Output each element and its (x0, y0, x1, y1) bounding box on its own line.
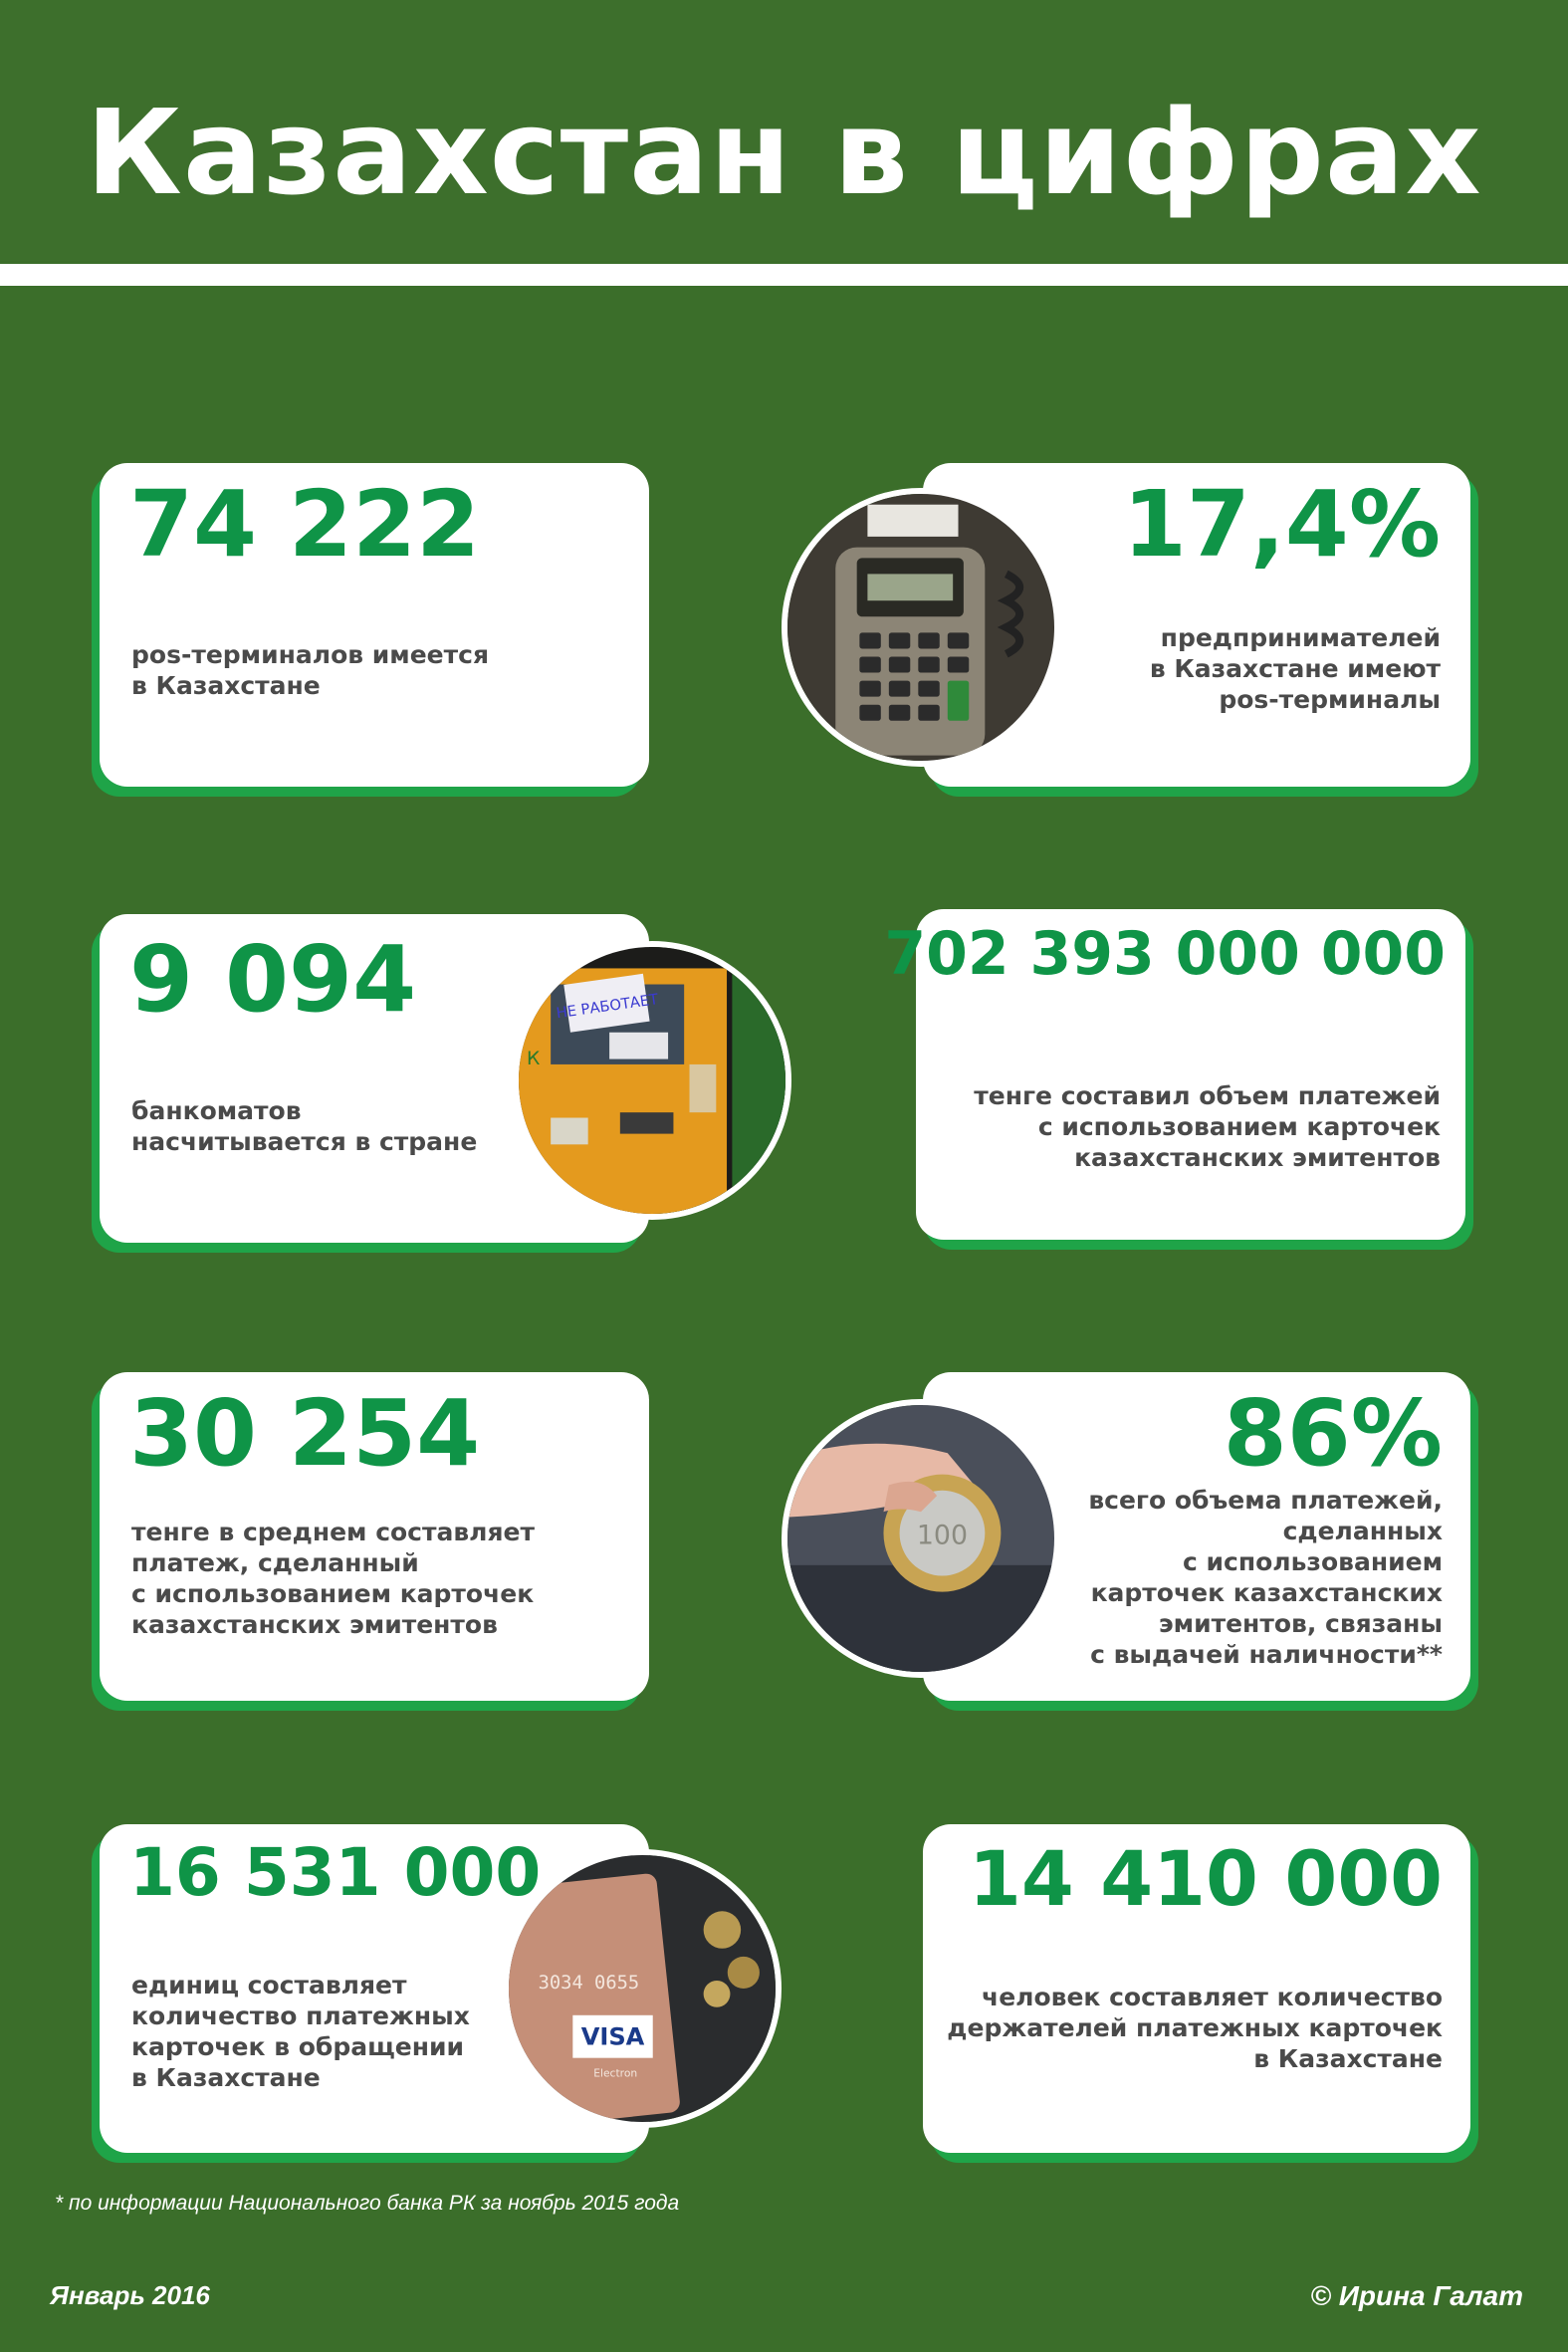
stat-value: 16 531 000 (129, 1834, 542, 1911)
header-divider (0, 264, 1568, 286)
stat-description: pos-терминалов имеется в Казахстане (131, 640, 489, 700)
coin-value-text: 100 (916, 1520, 969, 1551)
stat-description: единиц составляет количество платежных карточек в обращении в Казахстане (131, 1971, 470, 2092)
stat-description: всего объема платежей, сделанных с использованием карточек казахстанских эмитентов, связаны с выдачей наличности** (1088, 1486, 1443, 1669)
stat-value: 17,4% (1122, 471, 1441, 578)
footnote: * по информации Национального банка РК за ноябрь 2015 года (55, 2192, 680, 2215)
visa-card-photo (503, 1849, 782, 2128)
coin-photo (782, 1399, 1060, 1678)
stat-value: 702 393 000 000 (884, 919, 1446, 989)
stat-card-cardholders (923, 1824, 1470, 2153)
stat-description: человек составляет количество держателей платежных карточек в Казахстане (947, 1983, 1443, 2073)
stat-value: 9 094 (129, 926, 417, 1033)
stat-card-average-payment (100, 1372, 649, 1701)
pos-terminal-photo (782, 488, 1060, 767)
atm-photo (513, 941, 791, 1220)
page-title: Казахстан в цифрах (86, 84, 1482, 221)
stat-card-payment-volume (884, 909, 1465, 1240)
stat-card-pos-terminals (100, 463, 649, 787)
stat-description: предпринимателей в Казахстане имеют pos-терминалы (1149, 623, 1441, 714)
stat-description: тенге составил объем платежей с использованием карточек казахстанских эмитентов (974, 1081, 1441, 1172)
card-number-text: 3034 0655 (538, 1973, 640, 1994)
stat-description: банкоматов насчитывается в стране (131, 1096, 478, 1156)
stat-value: 74 222 (129, 471, 481, 578)
card-brand-text: VISA (580, 2022, 645, 2051)
card-sub-text: Electron (593, 2066, 638, 2080)
atm-sign-text: НЕ РАБОТАЕТ (555, 991, 660, 1023)
svg-text:К: К (527, 1048, 541, 1069)
publication-date: Январь 2016 (50, 2280, 210, 2310)
stat-value: 86% (1223, 1380, 1443, 1487)
author-credit: © Ирина Галат (1310, 2280, 1523, 2311)
stat-value: 14 410 000 (969, 1834, 1443, 1923)
stat-description: тенге в среднем составляет платеж, сделанный с использованием карточек казахстанских эмитентов (131, 1518, 535, 1639)
stat-value: 30 254 (129, 1380, 481, 1487)
